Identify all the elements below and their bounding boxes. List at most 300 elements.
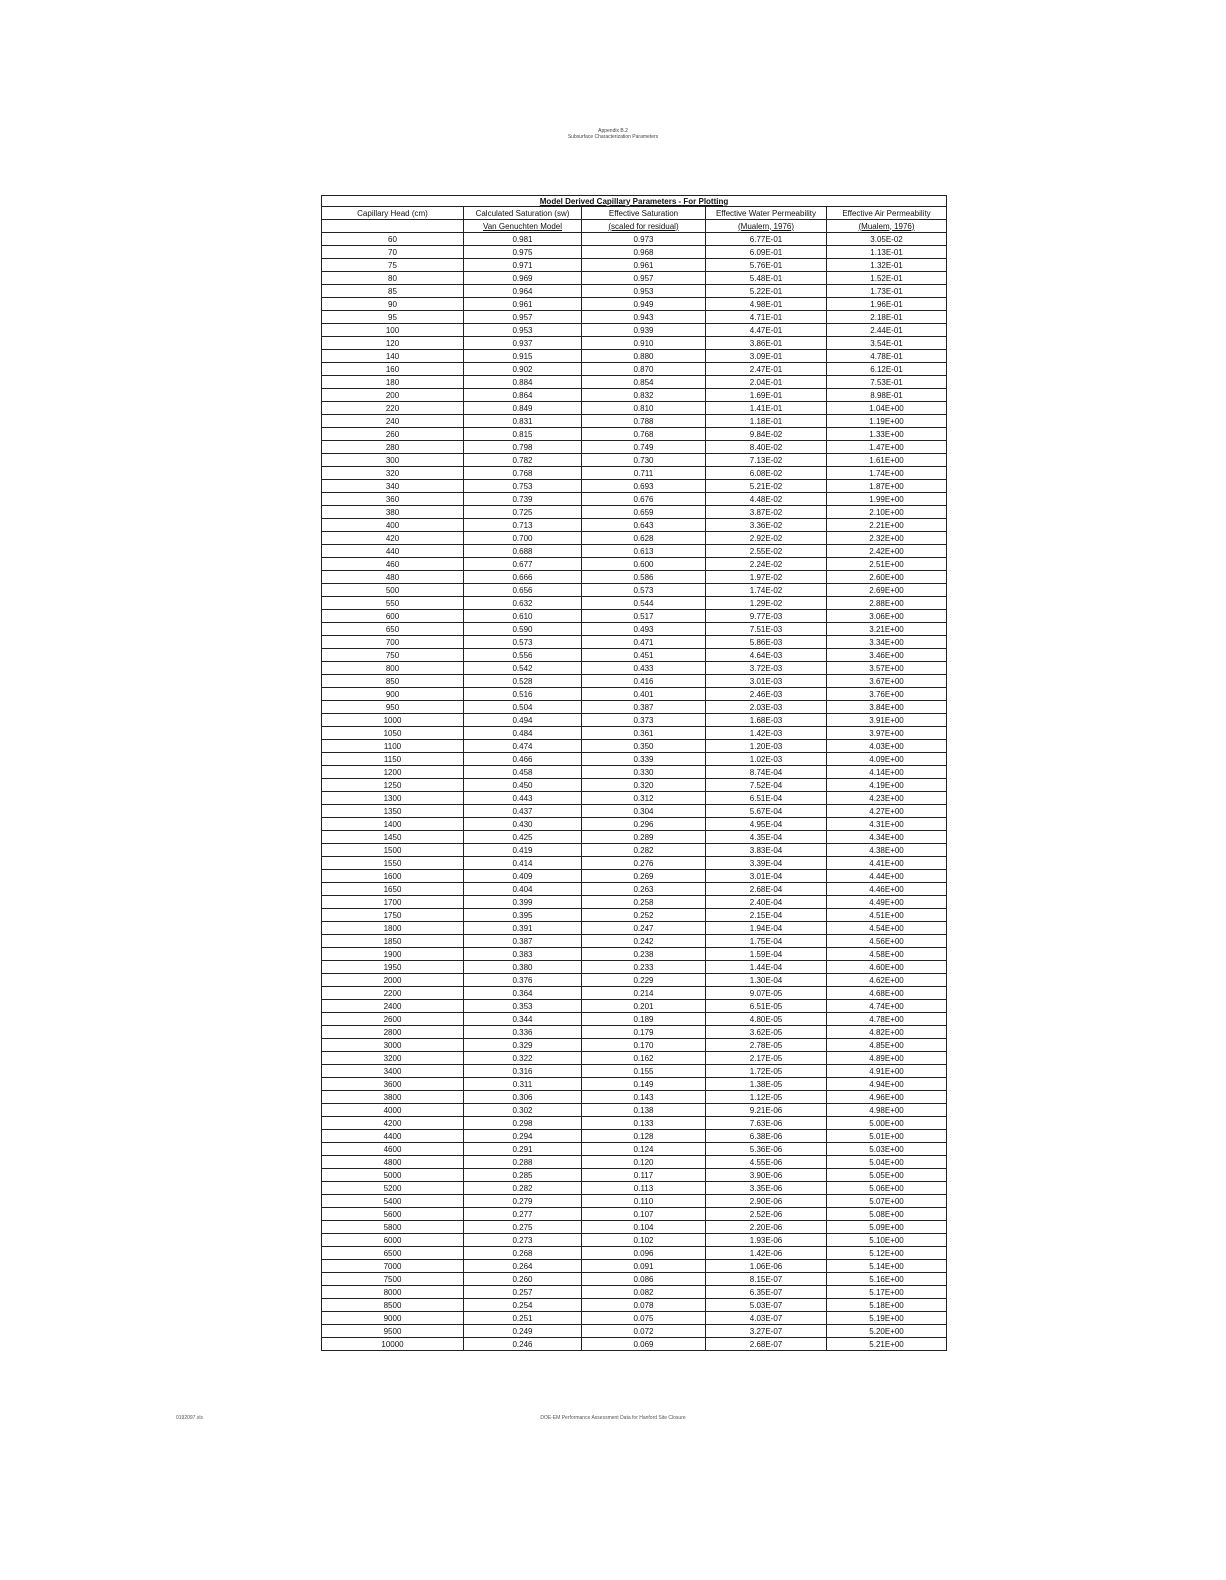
table-cell: 0.120 [582, 1156, 706, 1169]
table-cell: 4.31E+00 [827, 818, 947, 831]
table-cell: 2.68E-07 [706, 1338, 827, 1351]
table-row [322, 987, 947, 1000]
column-header: Calculated Saturation (sw) [464, 207, 582, 220]
table-row [322, 558, 947, 571]
table-row [322, 467, 947, 480]
table-cell: 1.72E-05 [706, 1065, 827, 1078]
table-cell: 2.69E+00 [827, 584, 947, 597]
table-cell: 0.344 [464, 1013, 582, 1026]
table-cell: 8.74E-04 [706, 766, 827, 779]
table-cell: 0.458 [464, 766, 582, 779]
header-line-1: Appendix B.2 [598, 128, 628, 134]
table-cell: 2.03E-03 [706, 701, 827, 714]
table-cell: 4.64E-03 [706, 649, 827, 662]
table-row [322, 428, 947, 441]
table-cell: 0.294 [464, 1130, 582, 1143]
table-row [322, 233, 947, 246]
table-cell: 1.32E-01 [827, 259, 947, 272]
table-cell: 1.99E+00 [827, 493, 947, 506]
table-cell: 2.44E-01 [827, 324, 947, 337]
table-cell: 0.782 [464, 454, 582, 467]
table-cell: 0.632 [464, 597, 582, 610]
table-cell: 0.474 [464, 740, 582, 753]
table-cell: 5.14E+00 [827, 1260, 947, 1273]
table-row [322, 597, 947, 610]
table-row [322, 298, 947, 311]
table-cell: 2.51E+00 [827, 558, 947, 571]
table-row [322, 1130, 947, 1143]
table-cell: 6.12E-01 [827, 363, 947, 376]
column-header: Effective Water Permeability [706, 207, 827, 220]
table-cell: 1.42E-03 [706, 727, 827, 740]
table-row [322, 1325, 947, 1338]
table-cell: 5.76E-01 [706, 259, 827, 272]
table-cell: 0.451 [582, 649, 706, 662]
table-cell: 0.688 [464, 545, 582, 558]
table-cell: 0.282 [582, 844, 706, 857]
table-cell: 2.17E-05 [706, 1052, 827, 1065]
table-cell: 1.02E-03 [706, 753, 827, 766]
table-cell: 6000 [322, 1234, 464, 1247]
table-row [322, 948, 947, 961]
table-row [322, 1299, 947, 1312]
table-row [322, 1143, 947, 1156]
table-cell: 0.128 [582, 1130, 706, 1143]
table-row [322, 610, 947, 623]
table-cell: 0.072 [582, 1325, 706, 1338]
header-line-2: Subsurface Characterization Parameters [567, 134, 659, 140]
table-cell: 160 [322, 363, 464, 376]
table-cell: 2.18E-01 [827, 311, 947, 324]
table-cell: 1.47E+00 [827, 441, 947, 454]
table-cell: 200 [322, 389, 464, 402]
table-cell: 1550 [322, 857, 464, 870]
table-row [322, 584, 947, 597]
table-cell: 440 [322, 545, 464, 558]
table-cell: 1.97E-02 [706, 571, 827, 584]
table-cell: 1000 [322, 714, 464, 727]
table-cell: 3.01E-04 [706, 870, 827, 883]
table-cell: 0.401 [582, 688, 706, 701]
table-cell: 4.54E+00 [827, 922, 947, 935]
table-cell: 4.14E+00 [827, 766, 947, 779]
table-cell: 0.854 [582, 376, 706, 389]
table-cell: 6.09E-01 [706, 246, 827, 259]
table-cell: 0.425 [464, 831, 582, 844]
table-cell: 3.01E-03 [706, 675, 827, 688]
table-cell: 0.713 [464, 519, 582, 532]
table-cell: 0.260 [464, 1273, 582, 1286]
table-cell: 4.68E+00 [827, 987, 947, 1000]
table-row [322, 909, 947, 922]
table-cell: 460 [322, 558, 464, 571]
table-cell: 0.246 [464, 1338, 582, 1351]
table-cell: 1100 [322, 740, 464, 753]
table-cell: 0.849 [464, 402, 582, 415]
table-cell: 0.143 [582, 1091, 706, 1104]
table-row [322, 1156, 947, 1169]
table-cell: 0.739 [464, 493, 582, 506]
table-row [322, 727, 947, 740]
table-row [322, 1247, 947, 1260]
table-cell: 3.05E-02 [827, 233, 947, 246]
table-cell: 1.42E-06 [706, 1247, 827, 1260]
table-cell: 0.249 [464, 1325, 582, 1338]
table-cell: 6.08E-02 [706, 467, 827, 480]
column-subheader: Van Genuchten Model [464, 220, 582, 233]
table-cell: 3.27E-07 [706, 1325, 827, 1338]
table-cell: 0.263 [582, 883, 706, 896]
table-cell: 0.383 [464, 948, 582, 961]
table-cell: 1700 [322, 896, 464, 909]
table-cell: 0.107 [582, 1208, 706, 1221]
table-cell: 1.59E-04 [706, 948, 827, 961]
table-cell: 5.36E-06 [706, 1143, 827, 1156]
table-row [322, 532, 947, 545]
table-cell: 0.302 [464, 1104, 582, 1117]
table-cell: 2600 [322, 1013, 464, 1026]
table-row [322, 1117, 947, 1130]
column-header: Capillary Head (cm) [322, 207, 464, 220]
table-cell: 6.51E-04 [706, 792, 827, 805]
table-row [322, 1169, 947, 1182]
table-cell: 90 [322, 298, 464, 311]
table-cell: 1200 [322, 766, 464, 779]
table-cell: 750 [322, 649, 464, 662]
table-row [322, 1195, 947, 1208]
table-cell: 1.44E-04 [706, 961, 827, 974]
table-cell: 0.968 [582, 246, 706, 259]
table-cell: 0.864 [464, 389, 582, 402]
table-cell: 0.279 [464, 1195, 582, 1208]
table-cell: 2.55E-02 [706, 545, 827, 558]
table-cell: 7.51E-03 [706, 623, 827, 636]
table-cell: 0.364 [464, 987, 582, 1000]
table-cell: 0.556 [464, 649, 582, 662]
table-cell: 0.353 [464, 1000, 582, 1013]
table-cell: 0.544 [582, 597, 706, 610]
table-cell: 2.60E+00 [827, 571, 947, 584]
table-cell: 360 [322, 493, 464, 506]
table-cell: 0.373 [582, 714, 706, 727]
table-row [322, 324, 947, 337]
table-cell: 4.47E-01 [706, 324, 827, 337]
table-row [322, 1221, 947, 1234]
table-cell: 4400 [322, 1130, 464, 1143]
table-cell: 4.82E+00 [827, 1026, 947, 1039]
table-cell: 5.03E+00 [827, 1143, 947, 1156]
table-cell: 4.03E-07 [706, 1312, 827, 1325]
table-row [322, 844, 947, 857]
table-cell: 0.504 [464, 701, 582, 714]
table-cell: 3.91E+00 [827, 714, 947, 727]
table-cell: 1.41E-01 [706, 402, 827, 415]
table-cell: 7000 [322, 1260, 464, 1273]
table-cell: 1300 [322, 792, 464, 805]
table-cell: 4.74E+00 [827, 1000, 947, 1013]
table-cell: 0.659 [582, 506, 706, 519]
table-row [322, 1039, 947, 1052]
table-cell: 2.32E+00 [827, 532, 947, 545]
table-cell: 0.590 [464, 623, 582, 636]
table-cell: 3.09E-01 [706, 350, 827, 363]
table-cell: 7.13E-02 [706, 454, 827, 467]
table-cell: 5.12E+00 [827, 1247, 947, 1260]
table-cell: 1850 [322, 935, 464, 948]
table-cell: 0.969 [464, 272, 582, 285]
table-cell: 0.628 [582, 532, 706, 545]
table-row [322, 623, 947, 636]
table-cell: 4.46E+00 [827, 883, 947, 896]
column-header: Effective Saturation [582, 207, 706, 220]
table-cell: 0.416 [582, 675, 706, 688]
table-cell: 120 [322, 337, 464, 350]
table-cell: 0.387 [464, 935, 582, 948]
table-cell: 1150 [322, 753, 464, 766]
table-cell: 3.87E-02 [706, 506, 827, 519]
table-cell: 0.075 [582, 1312, 706, 1325]
table-cell: 0.361 [582, 727, 706, 740]
column-subheader: (Mualem, 1976) [827, 220, 947, 233]
table-cell: 0.285 [464, 1169, 582, 1182]
table-cell: 0.870 [582, 363, 706, 376]
table-cell: 800 [322, 662, 464, 675]
table-row [322, 805, 947, 818]
table-cell: 5.04E+00 [827, 1156, 947, 1169]
table-cell: 2.20E-06 [706, 1221, 827, 1234]
table-cell: 4.96E+00 [827, 1091, 947, 1104]
table-cell: 0.613 [582, 545, 706, 558]
table-cell: 2.10E+00 [827, 506, 947, 519]
table-cell: 400 [322, 519, 464, 532]
table-cell: 1.75E-04 [706, 935, 827, 948]
table-cell: 4.60E+00 [827, 961, 947, 974]
table-cell: 380 [322, 506, 464, 519]
table-cell: 0.471 [582, 636, 706, 649]
table-cell: 0.229 [582, 974, 706, 987]
table-row [322, 285, 947, 298]
table-cell: 60 [322, 233, 464, 246]
table-cell: 0.749 [582, 441, 706, 454]
table-cell: 0.768 [582, 428, 706, 441]
table-cell: 3400 [322, 1065, 464, 1078]
table-cell: 0.788 [582, 415, 706, 428]
table-cell: 0.155 [582, 1065, 706, 1078]
table-cell: 9.21E-06 [706, 1104, 827, 1117]
table-cell: 2.68E-04 [706, 883, 827, 896]
column-subheader [322, 220, 464, 233]
table-cell: 2.88E+00 [827, 597, 947, 610]
table-cell: 1.61E+00 [827, 454, 947, 467]
table-row [322, 1091, 947, 1104]
table-cell: 0.493 [582, 623, 706, 636]
table-cell: 5600 [322, 1208, 464, 1221]
table-cell: 2.15E-04 [706, 909, 827, 922]
table-row [322, 506, 947, 519]
table-row [322, 961, 947, 974]
table-cell: 0.102 [582, 1234, 706, 1247]
table-cell: 480 [322, 571, 464, 584]
table-row [322, 831, 947, 844]
table-cell: 9.84E-02 [706, 428, 827, 441]
table-row [322, 402, 947, 415]
table-cell: 2.78E-05 [706, 1039, 827, 1052]
table-cell: 2000 [322, 974, 464, 987]
table-row [322, 1065, 947, 1078]
column-subheader: (Mualem, 1976) [706, 220, 827, 233]
table-cell: 1050 [322, 727, 464, 740]
table-cell: 0.149 [582, 1078, 706, 1091]
table-cell: 5.67E-04 [706, 805, 827, 818]
table-cell: 9.77E-03 [706, 610, 827, 623]
table-row [322, 1208, 947, 1221]
table-cell: 0.242 [582, 935, 706, 948]
table-cell: 0.312 [582, 792, 706, 805]
table-cell: 260 [322, 428, 464, 441]
table-cell: 1.19E+00 [827, 415, 947, 428]
table-cell: 6.35E-07 [706, 1286, 827, 1299]
table-cell: 3.36E-02 [706, 519, 827, 532]
table-cell: 4.85E+00 [827, 1039, 947, 1052]
table-cell: 0.201 [582, 1000, 706, 1013]
table-row [322, 350, 947, 363]
table-row [322, 1312, 947, 1325]
table-cell: 4.78E-01 [827, 350, 947, 363]
table-cell: 0.573 [582, 584, 706, 597]
table-cell: 4.98E+00 [827, 1104, 947, 1117]
table-row [322, 675, 947, 688]
table-cell: 100 [322, 324, 464, 337]
table-row [322, 389, 947, 402]
table-cell: 7500 [322, 1273, 464, 1286]
table-cell: 0.350 [582, 740, 706, 753]
table-cell: 2.92E-02 [706, 532, 827, 545]
table-cell: 1650 [322, 883, 464, 896]
table-cell: 6.77E-01 [706, 233, 827, 246]
table-cell: 1.12E-05 [706, 1091, 827, 1104]
table-cell: 0.277 [464, 1208, 582, 1221]
capillary-parameters-table-container [321, 195, 946, 1351]
table-cell: 5.18E+00 [827, 1299, 947, 1312]
table-cell: 70 [322, 246, 464, 259]
table-cell: 1.74E+00 [827, 467, 947, 480]
table-cell: 0.409 [464, 870, 582, 883]
table-cell: 0.815 [464, 428, 582, 441]
table-cell: 0.430 [464, 818, 582, 831]
table-cell: 900 [322, 688, 464, 701]
table-cell: 5.22E-01 [706, 285, 827, 298]
table-cell: 0.316 [464, 1065, 582, 1078]
table-cell: 0.971 [464, 259, 582, 272]
table-row [322, 753, 947, 766]
table-cell: 4.58E+00 [827, 948, 947, 961]
table-row [322, 1104, 947, 1117]
table-cell: 3.90E-06 [706, 1169, 827, 1182]
table-cell: 0.189 [582, 1013, 706, 1026]
table-cell: 0.117 [582, 1169, 706, 1182]
table-cell: 0.939 [582, 324, 706, 337]
table-row [322, 1000, 947, 1013]
table-cell: 1600 [322, 870, 464, 883]
table-cell: 0.880 [582, 350, 706, 363]
table-cell: 1.33E+00 [827, 428, 947, 441]
table-cell: 5.00E+00 [827, 1117, 947, 1130]
table-cell: 4.94E+00 [827, 1078, 947, 1091]
table-cell: 0.124 [582, 1143, 706, 1156]
table-cell: 0.086 [582, 1273, 706, 1286]
table-cell: 0.902 [464, 363, 582, 376]
table-cell: 1800 [322, 922, 464, 935]
table-cell: 0.711 [582, 467, 706, 480]
table-cell: 1.68E-03 [706, 714, 827, 727]
table-cell: 0.700 [464, 532, 582, 545]
table-cell: 4.19E+00 [827, 779, 947, 792]
table-cell: 7.63E-06 [706, 1117, 827, 1130]
table-cell: 1.96E-01 [827, 298, 947, 311]
table-cell: 0.170 [582, 1039, 706, 1052]
table-cell: 600 [322, 610, 464, 623]
table-cell: 6.38E-06 [706, 1130, 827, 1143]
table-row [322, 519, 947, 532]
table-cell: 9.07E-05 [706, 987, 827, 1000]
table-cell: 280 [322, 441, 464, 454]
table-cell: 0.961 [582, 259, 706, 272]
table-cell: 1350 [322, 805, 464, 818]
page-header [0, 128, 1226, 140]
table-cell: 0.252 [582, 909, 706, 922]
table-cell: 9500 [322, 1325, 464, 1338]
table-cell: 3.76E+00 [827, 688, 947, 701]
table-cell: 1.13E-01 [827, 246, 947, 259]
table-row [322, 1026, 947, 1039]
table-cell: 0.676 [582, 493, 706, 506]
table-cell: 0.768 [464, 467, 582, 480]
table-cell: 550 [322, 597, 464, 610]
table-cell: 1.73E-01 [827, 285, 947, 298]
table-cell: 4200 [322, 1117, 464, 1130]
table-cell: 0.069 [582, 1338, 706, 1351]
table-cell: 0.466 [464, 753, 582, 766]
table-cell: 5000 [322, 1169, 464, 1182]
table-cell: 7.53E-01 [827, 376, 947, 389]
table-cell: 0.288 [464, 1156, 582, 1169]
table-row [322, 701, 947, 714]
table-cell: 650 [322, 623, 464, 636]
table-cell: 0.339 [582, 753, 706, 766]
table-cell: 4.51E+00 [827, 909, 947, 922]
table-cell: 0.091 [582, 1260, 706, 1273]
table-cell: 700 [322, 636, 464, 649]
table-cell: 4.95E-04 [706, 818, 827, 831]
table-cell: 0.257 [464, 1286, 582, 1299]
table-cell: 4.35E-04 [706, 831, 827, 844]
table-cell: 1.18E-01 [706, 415, 827, 428]
table-row [322, 740, 947, 753]
table-cell: 0.133 [582, 1117, 706, 1130]
table-cell: 4.98E-01 [706, 298, 827, 311]
table-cell: 5.08E+00 [827, 1208, 947, 1221]
table-row [322, 818, 947, 831]
table-cell: 0.414 [464, 857, 582, 870]
table-cell: 0.138 [582, 1104, 706, 1117]
table-title-row [322, 196, 947, 207]
table-cell: 1500 [322, 844, 464, 857]
table-cell: 5.03E-07 [706, 1299, 827, 1312]
table-row [322, 441, 947, 454]
table-cell: 0.975 [464, 246, 582, 259]
table-cell: 3.83E-04 [706, 844, 827, 857]
table-cell: 2.90E-06 [706, 1195, 827, 1208]
